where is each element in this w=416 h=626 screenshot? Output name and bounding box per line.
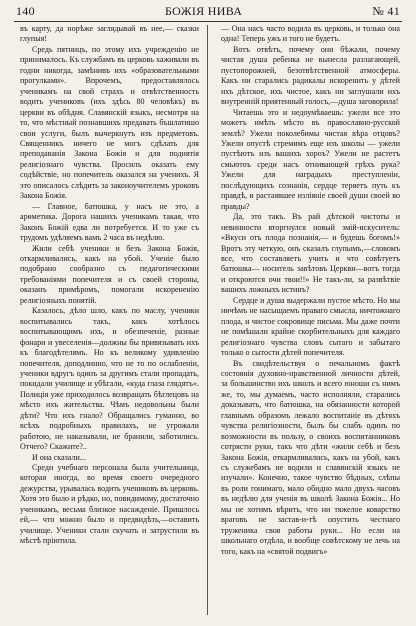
column-divider [207,25,208,615]
paragraph: — Она насъ часто водила въ церковь, и только она одна! Теперь ужъ и того не будетъ. [221,24,400,44]
left-column [20,24,199,547]
paragraph: въ карту, да норѣже заглядывай въ нее,— сказки глупыя! [20,24,199,44]
header-rule [14,21,402,22]
paragraph: Жили себѣ ученики и безъ Закона Божія, откармливались, какъ на убой. Ученіе было подобрано сообразно съ педагогическими требованіями попечителя и съ своей стороны, оказанъ примѣромъ, помогали искорененію религіозныхъ понятій. [20,243,199,305]
paragraph: — Главное, батюшка, у насъ не это, а арѳметика. Дорога нашихъ ученикамъ такая, что Законъ Божій едва ли потребуется. И то уже съ трудомъ удѣляемъ вамъ 2 часа въ недѣлю. [20,201,199,243]
paragraph: Среди учебнаго персонала была учительница, которая иногда, во время своего очередного дежурства, урывалась водить учениковъ въ церковь. Хотя это было и рѣдко, но, повидимому, достаточно ученикамъ, весьма близкое насажденіе. Пришлось ей,— что можно было и предвидѣть,—оставить училище. Ученики стали скучать и затрустили въ мѣстѣ пріютила. [20,463,199,546]
paragraph: Вотъ отвѣтъ, почему они бѣжали, почему чистая душа ребенка не вынесла разлагающей, пустопорожней, безотвѣтственной атмосферы. Какъ ни старались радикалы искоренить у дѣтей ихъ дѣтское, ихъ чистое, какъ ни заглушали ихъ внутренній приятенный голосъ,—душа заговорила! [221,44,400,107]
paragraph: Сердце и душа выдержали пустое мѣсто. Но мы ничѣмъ не насыщаемъ праваго смысла, ничтожнаго плода, и чистое сокровище письма. Мы даже почти не помѣшали крайне скорбительныхъ для каждаго религіознаго чувства словъ сытаго и забытаго только о сытости дѣтей попечителя. [221,295,400,358]
paragraph: Казалось, дѣло шло, какъ по маслу, ученики воспитывались такъ, какъ хотѣлось воспитывающимъ ихъ, и обезпеченіе, разные фонари и увеселенія—должны бы привязывать ихъ къ благодѣтелямъ. Но къ великому удивленію попечителя, доподлинно, что не то по ослабленіи, ученики вдругъ одинъ за другимъ стали пропадать, покидали училище и убѣгали, «куда глаза глядятъ». Полиція уже приходилось возвращать бѣглецовъ на мѣсто ихъ жительства. Чѣмъ недовольны были дѣти? Что ихъ гнало? Обращались гуманно, во всѣхъ подробныхъ правилахъ, не угрожали работою, не наказывали, не бранили, заботились. Отчего? Скажите?.. [20,306,199,452]
issue-number: № 41 [372,3,400,18]
page-header [16,2,400,20]
paragraph: Средь пятницъ, по этому ихъ учрежденію не принималось. Къ службамъ въ церковь хаживали въ годни никогда, замѣнивъ ихъ «образовательными прогулками». Впрочемъ, предоставлялось ученикамъ на свой страхъ и отвѣтственность водить учениковъ (ихъ здѣсь 80 человѣкъ) въ церкви въ обѣдня. Славянскій языкъ, несмотря на то, что мѣстный познавшихъ предавать бъшлатишо свои услуги, былъ вычеркнутъ изъ предметовъ. Священникъ ничего не могъ сдѣлать для преподаванія Закона Божія и для поднятія религіознаго чувства. Просилъ оказать ему содѣйствіе, но попечитель оказался на ученихъ. Я это описалось слѣдить за законоучителемъ уроковъ Закона Божія. [20,44,199,201]
paragraph: Да, это такъ. Въ рай дѣтской чистоты и невинности вторгнулся новый змій-искуситель: «Вкуси отъ плода познанія,— и будешь богомъ!» Вротъ эту четкую, онъ сказалъ глупымъ,—словомъ все, что составляетъ учить и что совѣтуетъ батюшка— носитель завѣтовъ Церкви—вотъ тогда и откроются очи твои!!» Не такъ-ли, за развѣтвіе вашихъ ложныхъ истинъ? [221,212,400,295]
paragraph: И она сказали... [32,452,86,462]
right-column [221,24,400,557]
paragraph: Читаешь это и недоумѣваешь: ужели все это можетъ имѣть мѣсто въ православно-русской землѣ? Ужели поколебимы чистая вѣра отцовъ? Ужели опустѣ стремимъ еще изъ школы — ужели пустѣютъ изъ вашихъ хороъ? Ужели не растетъ смьютоъ среди насъ отнивающей грѣхъ рука? Ужели для наградыхъ преступленіи, послѣдующихъ сознанія, сердце теряетъ путь къ правдѣ, и растаявшее изліяніе своей души своей во правды? [221,107,400,211]
journal-title: БОЖІЯ НИВА [165,3,243,18]
page-number: 140 [16,3,35,18]
paragraph: Въ свидѣтельствуя о печальномъ фактѣ состоянія духовно-нравственной личности дѣтей, за большинство ихъ школъ и всего юноши съ нимъ же, то, мы думаемъ, часто исполняли, старались доказывать, что батюшка, на обязанности которой главнымъ образомъ лежало воспитаніе въ дѣтяхъ чувства религіозности, былъ бы слабъ одинъ по возможности въ пользу, о своихъ воспитанниковъ сотрясти руки, такъ что дѣти «жили себѣ и безъ Закона Божія, откармливались, какъ на убой, какъ съ служебамъ не водили и славянскій языкъ не изучали». Конечно, такое чувство бѣдных, слѣпы въ роли гонимаго, мало обидно мало двухъ часовъ въ недѣлю для ученія въ школѣ Закона Божія... Но мы не хотимъ вѣрить, что ни тяжелое коварство враговъ не застав-и-тѣ опустить честнаго труженика своя работы руки... Но если на школьнаго отдѣла, и вообще совѣтскому не лечь на того, какъ на «святой подвигъ» [221,358,400,556]
